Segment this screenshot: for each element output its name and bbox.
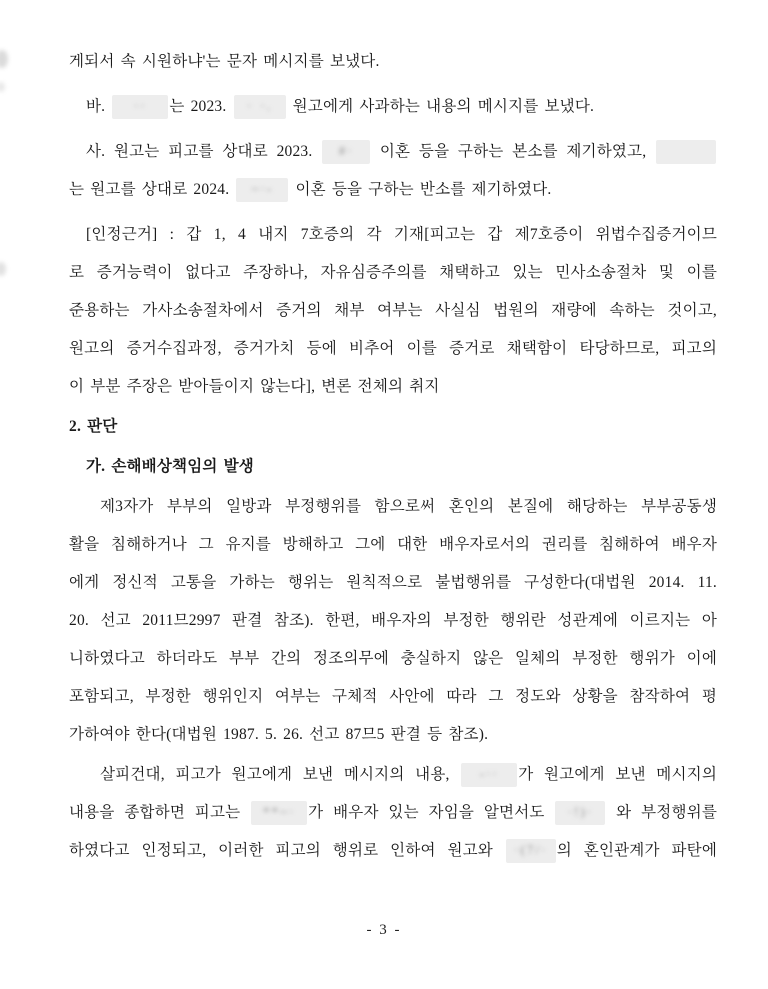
text-line	[69, 368, 717, 406]
text-line	[69, 88, 717, 126]
scan-artifact	[0, 82, 5, 92]
text-line	[69, 171, 717, 209]
page-number: - 3 -	[366, 922, 402, 938]
redacted-text: ··	[112, 95, 168, 119]
text-line	[69, 794, 717, 832]
redacted-text: ·(7/·	[506, 839, 556, 863]
text-line	[69, 678, 717, 716]
text-run: 와 부정행위를	[606, 804, 717, 821]
text-line	[69, 756, 717, 794]
redacted-text: #·	[322, 140, 370, 164]
text-run: 2. 판단	[69, 418, 118, 435]
paragraph-block	[69, 448, 717, 486]
text-line	[69, 832, 717, 870]
scan-artifact	[0, 262, 6, 276]
text-line	[69, 254, 717, 292]
text-run: 는 원고를 상대로 2024.	[69, 181, 236, 198]
paragraph-block	[69, 133, 717, 209]
redacted-text: -··	[461, 763, 517, 787]
text-line	[69, 716, 717, 754]
text-run: 가 원고에게 보낸 메시지의	[518, 766, 717, 783]
text-run: 원고에게 사과하는 내용의 메시지를 보냈다.	[286, 98, 595, 115]
text-run: 준용하는 가사소송절차에서 증거의 채부 여부는 사실심 법원의 재량에 속하는 것이고,	[69, 302, 717, 319]
text-line	[69, 602, 717, 640]
text-run: 의 혼인관계가 파탄에	[556, 842, 717, 859]
text-line	[69, 133, 717, 171]
document-body	[69, 43, 717, 870]
text-run: 원고의 증거수집과정, 증거가치 등에 비추어 이를 증거로 채택함이 타당하므로, 피고의	[69, 340, 717, 357]
text-line	[69, 564, 717, 602]
text-run: [인정근거] : 갑 1, 4 내지 7호증의 각 기재[피고는 갑 제7호증이 위법수집증거이므	[86, 226, 717, 243]
text-line	[69, 640, 717, 678]
text-run: 로 증거능력이 없다고 주장하나, 자유심증주의를 채택하고 있는 민사소송절차 및 이를	[69, 264, 717, 281]
text-run: 20. 선고 2011므2997 판결 참조). 한편, 배우자의 부정한 행위란 성관계에 이르지는 아	[69, 612, 717, 629]
text-run: 활을 침해하거나 그 유지를 방해하고 그에 대한 배우자로서의 권리를 침해하여 배우자	[69, 536, 717, 553]
redacted-text: ·!)·	[555, 801, 605, 825]
text-line	[69, 488, 717, 526]
paragraph-block	[69, 756, 717, 870]
text-line	[69, 526, 717, 564]
text-run: 이혼 등을 구하는 반소를 제기하였다.	[289, 181, 552, 198]
scan-artifact	[0, 50, 8, 68]
text-line	[69, 216, 717, 254]
section-heading	[69, 408, 717, 446]
text-run: 는 2023.	[169, 98, 233, 115]
text-run: 가 배우자 있는 자임을 알면서도	[308, 804, 555, 821]
redacted-text: **~·	[251, 801, 307, 825]
text-run: 이 부분 주장은 받아들이지 않는다], 변론 전체의 취지	[69, 378, 440, 395]
text-run: 제3자가 부부의 일방과 부정행위를 함으로써 혼인의 본질에 해당하는 부부공동생	[100, 498, 717, 515]
paragraph-block	[69, 488, 717, 754]
paragraph-block	[69, 216, 717, 406]
text-line	[69, 330, 717, 368]
redacted-text: · ·.	[234, 95, 286, 119]
text-run: 살피건대, 피고가 원고에게 보낸 메시지의 내용,	[100, 766, 461, 783]
text-run: 가. 손해배상책임의 발생	[86, 458, 254, 475]
text-run: 니하였다고 하더라도 부부 간의 정조의무에 충실하지 않은 일체의 부정한 행위가 이에	[69, 650, 717, 667]
paragraph-block	[69, 408, 717, 446]
text-line	[69, 43, 717, 81]
text-run: 사. 원고는 피고를 상대로 2023.	[86, 143, 322, 160]
paragraph-block	[69, 88, 717, 126]
section-heading	[69, 448, 717, 486]
text-run: 에게 정신적 고통을 가하는 행위는 원칙적으로 불법행위를 구성한다(대법원 2014. 11.	[69, 574, 717, 591]
text-run: 바.	[86, 98, 112, 115]
text-run: 내용을 종합하면 피고는	[69, 804, 251, 821]
paragraph-block	[69, 43, 717, 81]
redacted-text	[656, 140, 716, 164]
text-run: 이혼 등을 구하는 본소를 제기하였고,	[371, 143, 655, 160]
redacted-text: ~·-	[236, 178, 288, 202]
text-run: 하였다고 인정되고, 이러한 피고의 행위로 인하여 원고와	[69, 842, 505, 859]
text-run: 가하여야 한다(대법원 1987. 5. 26. 선고 87므5 판결 등 참조).	[69, 726, 489, 743]
text-line	[69, 292, 717, 330]
text-run: 게되서 속 시원하냐'는 문자 메시지를 보냈다.	[69, 53, 380, 70]
text-run: 포함되고, 부정한 행위인지 여부는 구체적 사안에 따라 그 정도와 상황을 참작하여 평	[69, 688, 717, 705]
